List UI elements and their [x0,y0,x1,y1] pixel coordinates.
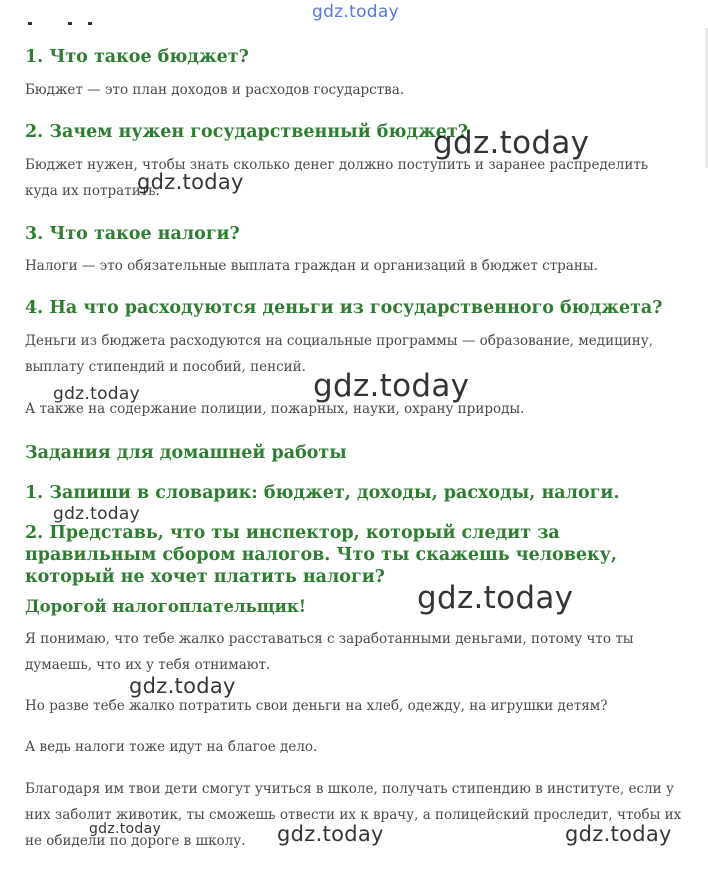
letter-paragraph-4: Благодаря им твои дети смогут учиться в школе, получать стипендию в институте, если у них заболит животик, ты сможешь отвести их к врачу, а полицейский проследит, чтобы их не обидели по дороге в школу. [25,781,682,849]
homework-task-1: 1. Запиши в словарик: бюджет, доходы, расходы, налоги. [25,483,620,503]
question-4-title: 4. На что расходуются деньги из государственного бюджета? [25,298,663,318]
question-1-answer: Бюджет — это план доходов и расходов государства. [25,82,405,98]
watermark-text: gdz.today [417,580,574,616]
question-4-answer-2: А также на содержание полиции, пожарных, науки, охрану природы. [25,401,525,417]
watermark-text: gdz.today [129,674,236,698]
question-4-answer-1: Деньги из бюджета расходуются на социальные программы — образование, медицину, выплату стипендий и пособий, пенсий. [25,333,654,375]
watermark-text: gdz.today [53,384,140,404]
watermark-text: gdz.today [565,822,672,846]
letter-paragraph-3: А ведь налоги тоже идут на благое дело. [25,739,318,755]
homework-task-2: 2. Представь, что ты инспектор, который следит за правильным сбором налогов. Что ты скажешь человеку, который не хочет платить налоги? [25,523,617,587]
question-2-answer: Бюджет нужен, чтобы знать сколько денег должно поступить и заранее распределить куда их потратить. [25,157,649,199]
homework-section-title: Задания для домашней работы [25,443,347,463]
watermark-text: gdz.today [313,368,470,404]
letter-paragraph-2: Но разве тебе жалко потратить свои деньги на хлеб, одежду, на игрушки детям? [25,698,608,714]
cropped-text-fragment [28,22,98,28]
watermark-text: gdz.today [137,170,244,194]
watermark-text: gdz.today [433,125,590,161]
question-2-title: 2. Зачем нужен государственный бюджет? [25,122,468,142]
letter-paragraph-1: Я понимаю, что тебе жалко расставаться с заработанными деньгами, потому что ты думаешь, что их у тебя отнимают. [25,631,634,673]
question-3-title: 3. Что такое налоги? [25,224,240,244]
watermark-text: gdz.today [89,821,162,837]
watermark-text: gdz.today [53,504,140,524]
letter-greeting: Дорогой налогоплательщик! [25,597,307,616]
watermark-text: gdz.today [277,822,384,846]
question-1-title: 1. Что такое бюджет? [25,47,249,67]
question-3-answer: Налоги — это обязательные выплата граждан и организаций в бюджет страны. [25,258,598,274]
watermark-text: gdz.today [312,2,399,22]
